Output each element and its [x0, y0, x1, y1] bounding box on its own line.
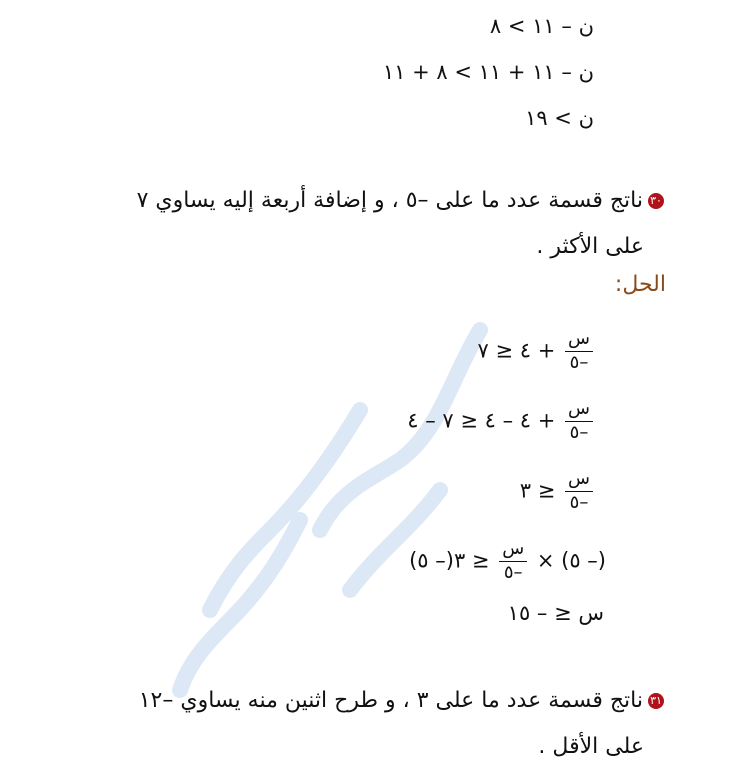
question-31-line1: ناتج قسمة عدد ما على ٣ ، و طرح اثنين منه يساوي –١٢: [138, 688, 643, 713]
step-1: [478, 330, 596, 373]
step-4: [409, 540, 606, 583]
step-3: [520, 470, 596, 513]
step-4-left: (– ٥) ×: [536, 548, 606, 573]
fraction: $\frac{\text{س}}{-٥}$: [565, 330, 593, 373]
fraction: $\frac{\text{س}}{-٥}$: [499, 540, 527, 583]
row-3: ن > ١٩: [525, 106, 594, 130]
question-31: [104, 678, 664, 770]
question-30: [104, 178, 664, 270]
fraction: $\frac{\text{س}}{-٥}$: [565, 400, 593, 443]
question-31-line2: على الأقل .: [538, 734, 644, 759]
question-30-line2: على الأكثر .: [536, 234, 644, 259]
step-4-rest: ≤ ٣(– ٥): [409, 548, 490, 573]
step-2: [407, 400, 596, 443]
step-1-rest: + ٤ ≤ ٧: [477, 338, 556, 363]
question-number-badge: ٣٠: [648, 193, 664, 209]
row-1: ن – ١١ > ٨: [489, 14, 594, 38]
row-2: ن – ١١ + ١١ > ٨ + ١١: [382, 60, 594, 84]
step-3-rest: ≤ ٣: [519, 478, 556, 503]
solution-label: الحل:: [614, 272, 666, 297]
question-30-line1: ناتج قسمة عدد ما على –٥ ، و إضافة أربعة إليه يساوي ٧: [136, 188, 643, 213]
step-2-rest: + ٤ – ٤ ≤ ٧ – ٤: [407, 408, 556, 433]
fraction: $\frac{\text{س}}{-٥}$: [565, 470, 593, 513]
step-5: س ≤ – ١٥: [507, 601, 604, 625]
question-number-badge: ٣١: [648, 693, 664, 709]
